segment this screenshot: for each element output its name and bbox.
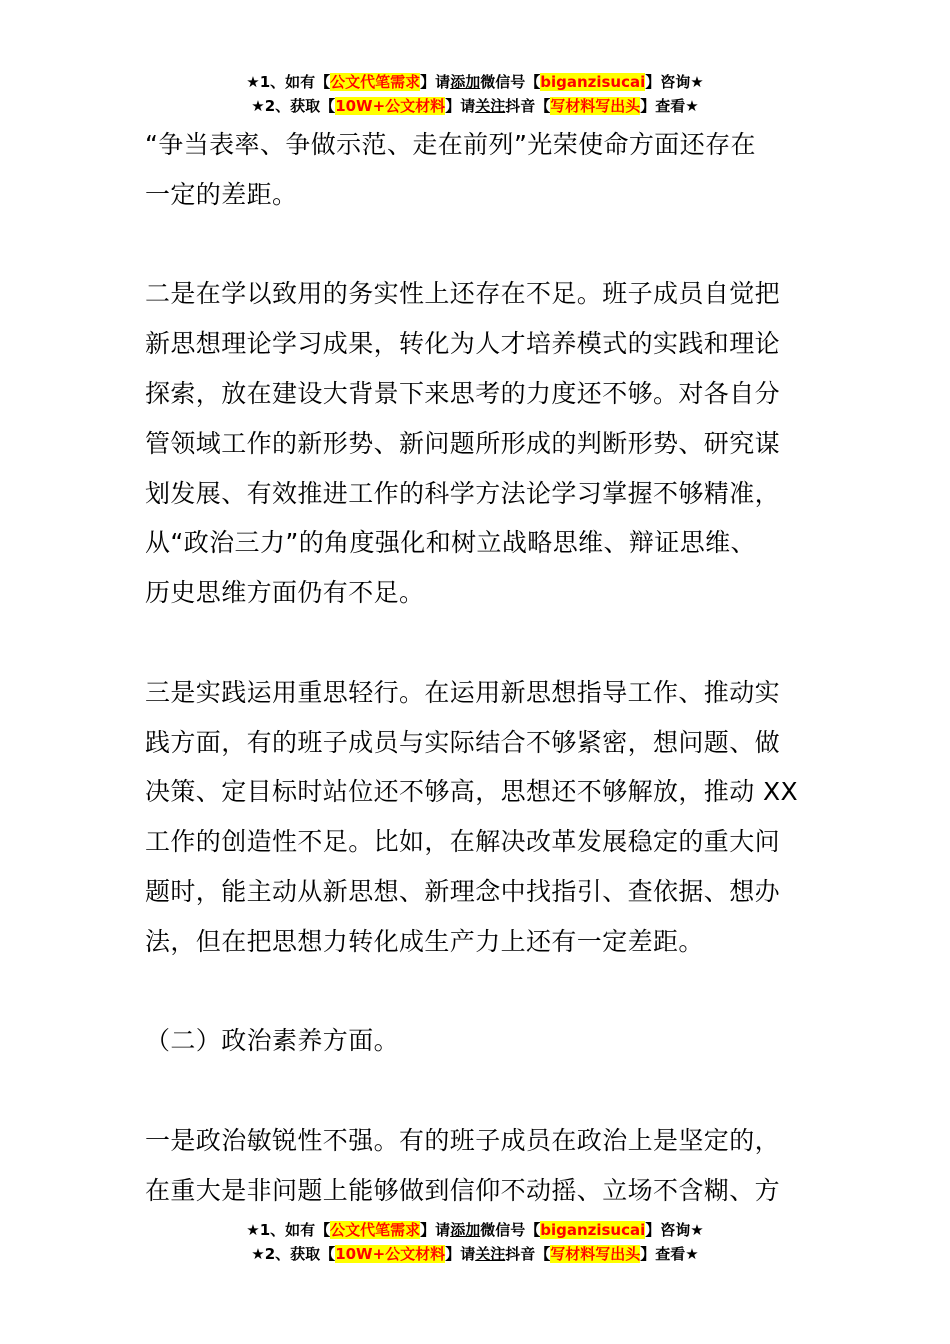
banner-text: 】咨询★ <box>645 1221 704 1239</box>
banner-underline: 关注 <box>475 1245 506 1263</box>
banner-text: 】查看★ <box>640 97 699 115</box>
banner-highlight: biganzisucai <box>540 1221 646 1239</box>
banner-highlight: 公文代笔需求 <box>330 1221 421 1239</box>
paragraph-line: 二是在学以致用的务实性上还存在不足。班子成员自觉把 <box>145 279 781 309</box>
banner-text: 】请 <box>445 97 476 115</box>
banner-text: ★2、获取【 <box>251 1245 336 1263</box>
paragraph-line: 一定的差距。 <box>145 179 298 209</box>
banner-line-2 <box>0 94 950 118</box>
paragraph-gap <box>145 967 810 1017</box>
banner-text: 】请 <box>445 1245 476 1263</box>
paragraph-line: 历史思维方面仍有不足。 <box>145 578 425 608</box>
paragraph-line: “争当表率、争做示范、走在前列”光荣使命方面还存在 <box>145 130 756 159</box>
paragraph-gap <box>145 618 810 668</box>
paragraph-line: 三是实践运用重思轻行。在运用新思想指导工作、推动实 <box>145 677 781 707</box>
banner-text: ★2、获取【 <box>251 97 336 115</box>
paragraph-line: 一是政治敏锐性不强。有的班子成员在政治上是坚定的， <box>145 1125 781 1155</box>
paragraph-line: 工作的创造性不足。比如，在解决改革发展稳定的重大问 <box>145 827 781 857</box>
paragraph-gap <box>145 1066 810 1116</box>
paragraph-line: 法，但在把思想力转化成生产力上还有一定差距。 <box>145 926 704 956</box>
banner-text: 微信号【 <box>480 1221 541 1239</box>
paragraph-line: 在重大是非问题上能够做到信仰不动摇、立场不含糊、方 <box>145 1175 781 1205</box>
banner-underline: 添加 <box>450 73 481 91</box>
banner-text: 抖音【 <box>505 97 551 115</box>
banner-text: 】请 <box>420 1221 451 1239</box>
banner-text: ★1、如有【 <box>246 73 331 91</box>
paragraph-line: 划发展、有效推进工作的科学方法论学习掌握不够精准， <box>145 478 781 508</box>
paragraph-line: 探索，放在建设大背景下来思考的力度还不够。对各自分 <box>145 378 781 408</box>
banner-highlight: 10W+公文材料 <box>335 97 446 115</box>
banner-text: 抖音【 <box>505 1245 551 1263</box>
paragraph-gap <box>145 220 810 270</box>
banner-text: 】请 <box>420 73 451 91</box>
paragraph-line: 从“政治三力”的角度强化和树立战略思维、辩证思维、 <box>145 528 756 558</box>
banner-underline: 添加 <box>450 1221 481 1239</box>
document-body <box>145 120 810 1216</box>
banner-highlight: biganzisucai <box>540 73 646 91</box>
banner-text: 微信号【 <box>480 73 541 91</box>
banner-highlight: 写材料写出头 <box>550 97 641 115</box>
banner-text: 】查看★ <box>640 1245 699 1263</box>
paragraph-line: 管领域工作的新形势、新问题所形成的判断形势、研究谋 <box>145 428 781 458</box>
footer-banner <box>0 1218 950 1266</box>
paragraph-line: 新思想理论学习成果，转化为人才培养模式的实践和理论 <box>145 329 781 359</box>
paragraph-line: 题时，能主动从新思想、新理念中找指引、查依据、想办 <box>145 876 781 906</box>
banner-line-1 <box>0 70 950 94</box>
section-heading: （二）政治素养方面。 <box>145 1026 400 1056</box>
banner-highlight: 写材料写出头 <box>550 1245 641 1263</box>
banner-text: ★1、如有【 <box>246 1221 331 1239</box>
banner-text: 】咨询★ <box>645 73 704 91</box>
paragraph-line: 决策、定目标时站位还不够高，思想还不够解放，推动 XX <box>145 777 799 807</box>
banner-line-1 <box>0 1218 950 1242</box>
header-banner <box>0 70 950 118</box>
banner-highlight: 10W+公文材料 <box>335 1245 446 1263</box>
paragraph-line: 践方面，有的班子成员与实际结合不够紧密，想问题、做 <box>145 727 781 757</box>
banner-underline: 关注 <box>475 97 506 115</box>
banner-line-2 <box>0 1242 950 1266</box>
banner-highlight: 公文代笔需求 <box>330 73 421 91</box>
